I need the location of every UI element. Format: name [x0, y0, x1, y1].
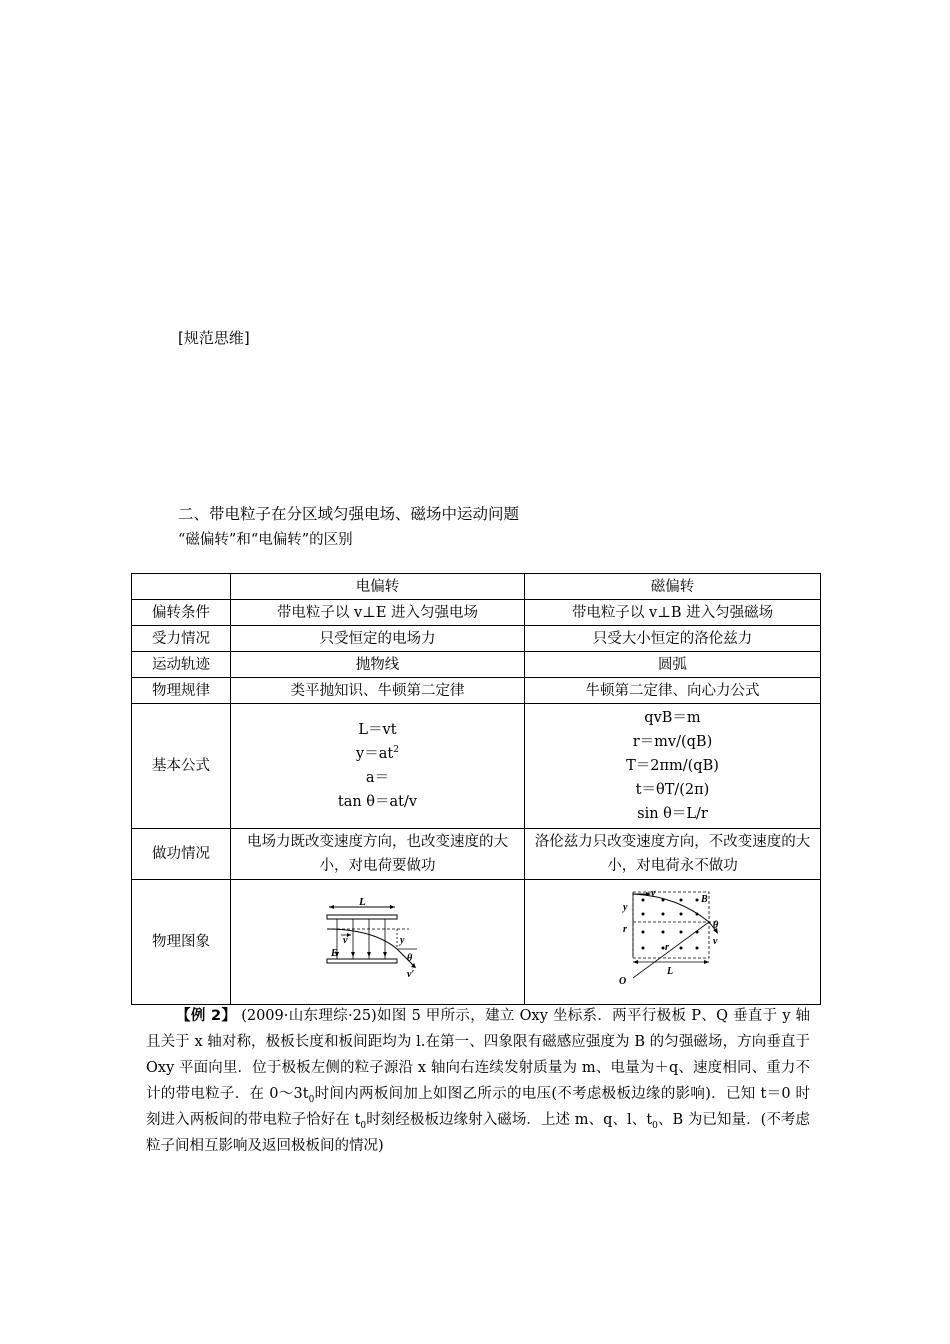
formula-line: T＝2πm/(qB)	[626, 758, 719, 774]
label-E: E	[330, 948, 338, 959]
work-magnetic-text: 洛伦兹力只改变速度方向，不改变速度的大小，对电荷永不做功	[534, 834, 811, 874]
row-label: 做功情况	[132, 829, 231, 880]
header-cell-empty	[132, 574, 231, 600]
example-text: 时间内两板间加上如图乙所示的电压(不考虑极板边缘的影响)．已知 t＝0 时刻进入两板间的带电粒子恰好在 t	[146, 1086, 810, 1128]
row-label: 受力情况	[132, 626, 231, 652]
example-tag: 【例 2】	[176, 1008, 237, 1024]
cell-electric: 类平抛知识、牛顿第二定律	[231, 678, 525, 704]
label-O: O	[618, 976, 626, 987]
table-row	[132, 600, 821, 626]
label-B: B	[700, 894, 708, 905]
label-y: y	[622, 902, 627, 913]
label-L: L	[666, 966, 673, 977]
cell-electric: 抛物线	[231, 652, 525, 678]
header-cell-magnetic: 磁偏转	[525, 574, 821, 600]
row-label: 物理图象	[132, 880, 231, 1005]
cell-magnetic: 带电粒子以 v⊥B 进入匀强磁场	[525, 600, 821, 626]
section-subtitle: “磁偏转”和“电偏转”的区别	[178, 532, 353, 548]
electric-formulas	[231, 704, 525, 829]
cell-magnetic: 圆弧	[525, 652, 821, 678]
label-theta: θ	[712, 920, 718, 931]
example-text: (2009·山东理综·25)如图 5 甲所示，建立 Oxy 坐标系．两平行极板 P、Q 垂直于 y 轴且关于 x 轴对称，极板长度和板间距均为 l.在第一、四象限有磁感应强度为 B 的匀强磁场，方向垂直于 Oxy 平面向里．位于极板左侧的粒子源沿 x 轴向右连续发射质量为 m、电量为＋q、速度相同、重力不计的带电粒子．在 0～3t	[146, 1008, 810, 1102]
formula-line: qvB＝m	[644, 710, 701, 726]
label-theta: θ	[406, 953, 412, 964]
example-text: 、B 为已知量．(不考虑粒子间相互影响及返回极板间的情况)	[146, 1112, 811, 1154]
table-header-row	[132, 574, 821, 600]
formula-line: L＝vt	[358, 722, 397, 738]
formula-row	[132, 704, 821, 829]
row-label: 运动轨迹	[132, 652, 231, 678]
section-title: 二、带电粒子在分区域匀强电场、磁场中运动问题	[178, 505, 520, 523]
cell-magnetic	[525, 829, 821, 880]
image-row	[132, 880, 821, 1005]
cell-electric	[231, 829, 525, 880]
formula-text: y＝at	[356, 746, 394, 762]
formula-line: tan θ＝at/v	[337, 794, 418, 810]
table-row	[132, 652, 821, 678]
label-r-radius: r	[664, 942, 669, 953]
row-label: 基本公式	[132, 704, 231, 829]
magnetic-formulas	[525, 704, 821, 829]
subscript: 0	[308, 1094, 315, 1105]
header-cell-electric: 电偏转	[231, 574, 525, 600]
magnetic-figure-cell	[525, 880, 821, 1005]
comparison-table	[131, 573, 821, 1005]
label-y: y	[399, 935, 404, 946]
cell-magnetic: 牛顿第二定律、向心力公式	[525, 678, 821, 704]
label-L: L	[358, 897, 366, 908]
cell-electric: 只受恒定的电场力	[231, 626, 525, 652]
formula-line: r＝mv/(qB)	[632, 734, 713, 750]
think-label: [规范思维]	[178, 329, 250, 347]
table-row	[132, 626, 821, 652]
electric-figure-cell	[231, 880, 525, 1005]
table-row	[132, 678, 821, 704]
example-text: 时刻经极板边缘射入磁场．上述 m、q、l、t	[366, 1112, 653, 1128]
subscript: 0	[652, 1120, 658, 1131]
formula-line: t＝θT/(2π)	[635, 782, 710, 798]
formula-line: a＝	[365, 770, 390, 786]
electric-deflection-figure	[323, 897, 433, 979]
row-label: 物理规律	[132, 678, 231, 704]
work-electric-text: 电场力既改变速度方向，也改变速度的大小，对电荷要做功	[247, 834, 508, 874]
example-paragraph	[146, 1003, 810, 1159]
formula-line	[231, 742, 524, 766]
formula-superscript: 2	[393, 745, 399, 756]
cell-electric: 带电粒子以 v⊥E 进入匀强电场	[231, 600, 525, 626]
subscript: 0	[360, 1120, 367, 1131]
label-v-prime: v′	[406, 969, 414, 979]
field-dots	[641, 899, 698, 950]
label-v: v	[342, 935, 347, 946]
label-v-bottom: v	[712, 936, 717, 947]
formula-line: sin θ＝L/r	[637, 806, 708, 822]
work-row	[132, 829, 821, 880]
magnetic-deflection-figure	[613, 888, 733, 988]
cell-magnetic: 只受大小恒定的洛伦兹力	[525, 626, 821, 652]
label-v-top: v	[650, 888, 655, 899]
label-r-left: r	[622, 924, 627, 935]
row-label: 偏转条件	[132, 600, 231, 626]
